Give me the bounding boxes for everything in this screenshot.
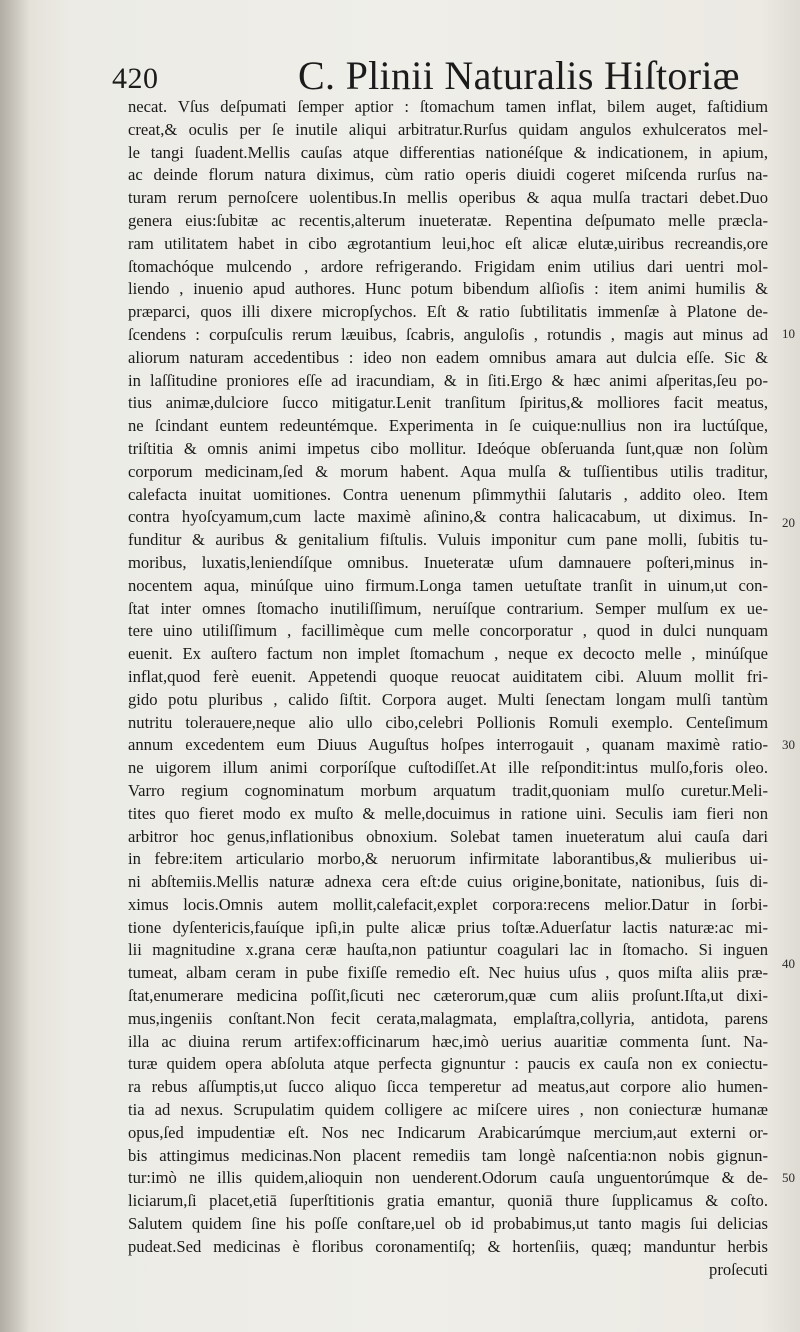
binding-shadow (0, 0, 30, 1332)
text-line: calefacta inuitat uomitiones. Contra uenenum pſimmythii ſalutaris , addito oleo. Item (128, 484, 768, 504)
text-line: ram utilitatem habet in cibo ægrotantium leui,hoc eſt alicæ elutæ,uiribus recreandis,ore (128, 233, 768, 253)
text-line: necat. Vſus deſpumati ſemper aptior : ſtomachum tamen inflat, bilem auget, faſtidium (128, 97, 768, 116)
text-line: illa ac diuina rerum artifex:officinarum hæc,imò uerius auaritiæ commenta ſunt. Na- (128, 1031, 768, 1051)
text-line: ne uigorem illum animi corporíſque cuſtodiſſet.At ille reſpondit:intus mulſo,foris oleo. (128, 758, 768, 778)
text-line: in laſſitudine proniores eſſe ad iracundiam, & in ſiti.Ergo & hæc animi aſperitas,ſeu po- (128, 370, 768, 390)
text-line: nocentem aqua, minúſque uino firmum.Longa tamen uetuſtate tranſit in uinum,ut con- (128, 575, 768, 595)
text-line: genera eius:ſubitæ ac recentis,alterum inueteratæ. Repentina deſpumato melle præcla- (128, 210, 768, 230)
text-line: ſcendens : corpuſculis rerum læuibus, ſcabris, anguloſis , rotundis , magis aut minus ad (128, 324, 768, 344)
text-line: turæ quidem opera abſoluta atque perfecta gignuntur : paucis ex cauſa non ex coniectu- (128, 1054, 768, 1074)
text-line: tius animæ,dulciore ſucco mitigatur.Lenit tranſitum ſpiritus,& molliores facit meatus, (128, 393, 768, 413)
text-line: mus,ingeniis conſtant.Non fecit cerata,malagmata, emplaſtra,collyria, antidota, parens (128, 1008, 768, 1028)
text-line: opus,ſed impudentiæ eſt. Nos nec Indicarum Arabicarúmque mercium,aut externi or- (128, 1122, 768, 1142)
text-line: corporum medicinam,ſed & morum habent. Aqua mulſa & tuſſientibus utilis traditur, (128, 461, 768, 481)
text-line: tur:imò ne illis quidem,alioquin non uenderent.Odorum cauſa unguentorúmque & de- (128, 1168, 768, 1188)
text-line: euenit. Ex auſtero factum non implet ſtomachum , neque ex decocto melle , minúſque (128, 644, 768, 664)
text-line: tia ad nexus. Scrupulatim quidem colligere ac miſcere uires , non coniecturæ humanæ (128, 1100, 768, 1120)
text-line: liendo , inuenio apud authores. Hunc potum bibendum alſioſis : item animi humilis & (128, 279, 768, 299)
text-line: ra rebus aſſumptis,ut ſucco aliquo ſicca temperetur ad meatus,aut corpore alio humen- (128, 1077, 768, 1097)
text-line: le tangi ſuadent.Mellis cauſas atque differentias nationéſque & indicationem, in apium, (128, 142, 768, 162)
text-line: tumeat, albam ceram in pube fixiſſe remedio eſt. Nec huius uſus , quos miſta aliis præ- (128, 963, 768, 983)
text-line: ſtat inter omnes ſtomacho inutiliſſimum, neruíſque contrarium. Semper mulſum ex ue- (128, 598, 768, 618)
text-line: gido potu pluribus , calido ſiſtit. Corpora auget. Multi ſenectam longam mulſi tantùm (128, 689, 768, 709)
text-line: annum excedentem eum Diuus Auguſtus hoſpes interrogauit , quanam maximè ratio- (128, 735, 768, 755)
text-line: tione dyſentericis,fauíque ipſi,in pulte alicæ prius toſtæ.Aduerſatur lactis naturæ:ac mi- (128, 917, 768, 937)
text-line: nutritu tolerauere,neque alio ullo cibo,celebri Pollionis Romuli exemplo. Centeſimum (128, 712, 768, 732)
text-line: tere uino utiliſſimum , facillimèque cum melle concorporatur , quod in dulci nunquam (128, 621, 768, 641)
text-line: Varro regium cognominatum morbum arquatum tradit,quoniam mulſo curetur.Meli- (128, 780, 768, 800)
text-line: ne ſcindant euntem redeuntémque. Experimenta in ſe cuique:nullius non ira luctúſque, (128, 416, 768, 436)
line-marker-10: 10 (782, 326, 795, 341)
text-line: ac deinde florum natura diximus, cùm ratio operis diuidi cogeret miſcenda rurſus na- (128, 165, 768, 185)
text-line: funditur & auribus & genitalium fiſtulis. Vuluis imponitur cum pane molli, ſubitis tu- (128, 530, 768, 550)
text-line: inflat,quod ferè euenit. Appetendi quoque reuocat auiditatem cibi. Aluum mollit fri- (128, 666, 768, 686)
text-line: turam rerum pernoſcere uolentibus.In mellis operibus & aqua mulſa tractari debet.Duo (128, 188, 768, 208)
text-line: contra hyoſcyamum,cum lacte maximè aſinino,& contra halicacabum, ut diximus. In- (128, 507, 768, 527)
page-number: 420 (112, 62, 159, 95)
text-line: aliorum naturam accedentibus : ideo non eadem omnibus amara aut dulcia eſſe. Sic & (128, 347, 768, 367)
text-line: præparci, quos illi dixere micropſychos. Eſt & ratio ſubtilitatis immenſæ à Platone de- (128, 302, 768, 322)
page-title: C. Plinii Naturalis Hiſtoriæ (298, 53, 740, 98)
text-line: creat,& oculis per ſe inutile aliqui arbitratur.Rurſus quidam angulos exhulceratos mel- (128, 119, 768, 139)
body-text (128, 96, 768, 1281)
text-line: Salutem quidem ſine his poſſe conſtare,uel ob id probabimus,ut tanto magis ſui delicias (128, 1214, 768, 1234)
line-marker-20: 20 (782, 515, 795, 530)
text-line: in febre:item articulario morbo,& neruorum infirmitate laborantibus,& mulieribus ui- (128, 849, 768, 869)
text-line: pudeat.Sed medicinas è floribus coronamentiſq; & hortenſiis, quæq; manduntur herbis (128, 1236, 768, 1256)
text-line: ni abſtemiis.Mellis naturæ adnexa cera eſt:de cuius origine,bonitate, nationibus, ſuis di- (128, 872, 768, 892)
text-line: liciarum,ſi placet,etiā ſuperſtitionis gratia emantur, quoniā thure ſupplicamus & coſto. (128, 1191, 768, 1211)
text-line: ſtat,enumerare medicina poſſit,ſicuti nec cæterorum,quæ cum aliis proſunt.Iſta,ut dixi- (128, 986, 768, 1006)
text-line: ſtomachóque mulcendo , ardore refrigerando. Frigidam enim utilius dari uentri mol- (128, 256, 768, 276)
running-head (112, 52, 740, 98)
line-marker-50: 50 (782, 1170, 795, 1185)
text-line: proſecuti (709, 1259, 768, 1279)
text-line: arbitror hoc genus,inflationibus obnoxium. Solebat tamen inueteratum alui cauſa dari (128, 826, 768, 846)
line-marker-30: 30 (782, 737, 795, 752)
text-line: bis attingimus medicinas.Non placent remediis tam longè naſcentia:non nobis gignun- (128, 1145, 768, 1165)
text-line: ximus locis.Omnis autem mollit,calefacit,explet corpora:recens melior.Datur in ſorbi- (128, 894, 768, 914)
text-line: moribus, luxatis,leniendíſque omnibus. Inueteratæ uſum damnauere poſteri,minus in- (128, 552, 768, 572)
line-marker-40: 40 (782, 956, 795, 971)
text-line: lii magnitudine x.grana ceræ hauſta,non patiuntur coagulari lac in ſtomacho. Si inguen (128, 940, 768, 960)
text-line: tites quo fieret modo ex muſto & melle,docuimus in ratione uini. Seculis iam fieri non (128, 803, 768, 823)
text-line: triſtitia & omnis animi impetus cibo mollitur. Ideóque obſeruanda ſunt,quæ non ſolùm (128, 438, 768, 458)
